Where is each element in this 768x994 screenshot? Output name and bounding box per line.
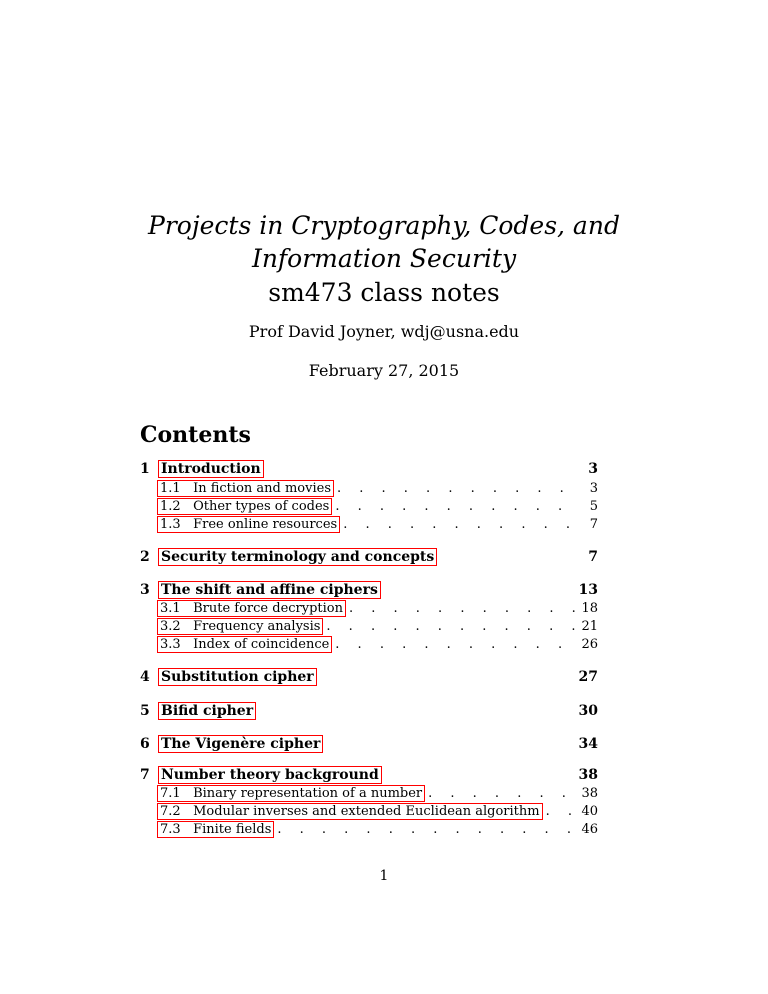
page-number-footer: 1 bbox=[379, 868, 389, 884]
leader-dots bbox=[277, 822, 576, 837]
leader-dots bbox=[343, 517, 576, 532]
leader-dots bbox=[335, 637, 576, 652]
document-title-line-1: Projects in Cryptography, Codes, and bbox=[148, 211, 620, 240]
toc-link[interactable] bbox=[158, 499, 331, 514]
leader-dots bbox=[349, 601, 576, 616]
toc-entry bbox=[140, 637, 598, 652]
toc-page-number: 30 bbox=[578, 703, 598, 719]
toc-link[interactable]: The shift and affine ciphers bbox=[161, 582, 378, 598]
toc-link[interactable] bbox=[158, 517, 339, 532]
toc-page-number: 7 bbox=[588, 549, 598, 565]
toc-entry bbox=[140, 481, 598, 496]
toc-page-number: 40 bbox=[581, 804, 598, 819]
toc-subsection-number: 3.1 bbox=[160, 601, 181, 616]
date-line: February 27, 2015 bbox=[308, 361, 460, 380]
toc-link[interactable] bbox=[158, 601, 345, 616]
toc-subsection-number: 3.2 bbox=[160, 619, 181, 634]
toc-entry bbox=[140, 582, 598, 598]
toc-page-number: 13 bbox=[578, 582, 598, 598]
toc-section-number: 3 bbox=[140, 582, 150, 598]
toc-page-number: 3 bbox=[589, 481, 598, 496]
leader-dots bbox=[326, 619, 576, 634]
toc-link-label: Other types of codes bbox=[193, 499, 330, 514]
toc-link-label: Free online resources bbox=[193, 517, 338, 532]
toc-link[interactable]: Number theory background bbox=[161, 767, 379, 783]
toc-entry bbox=[140, 549, 598, 565]
toc-link[interactable] bbox=[158, 619, 322, 634]
toc-entry bbox=[140, 517, 598, 532]
toc-section-number: 4 bbox=[140, 669, 150, 685]
toc-entry bbox=[140, 736, 598, 752]
toc-link[interactable]: Substitution cipher bbox=[161, 669, 314, 685]
toc-section-number: 7 bbox=[140, 767, 150, 783]
toc-subsection-number: 1.3 bbox=[160, 517, 181, 532]
toc-link-label: Binary representation of a number bbox=[193, 786, 423, 801]
toc-entry bbox=[140, 703, 598, 719]
toc-entry bbox=[140, 499, 598, 514]
leader-dots bbox=[546, 804, 576, 819]
toc-subsection-number: 3.3 bbox=[160, 637, 181, 652]
toc-page-number: 38 bbox=[578, 767, 598, 783]
toc-entry bbox=[140, 822, 598, 837]
document-subtitle: sm473 class notes bbox=[268, 278, 500, 307]
document-title-line-2: Information Security bbox=[251, 244, 517, 273]
toc-page-number: 21 bbox=[581, 619, 598, 634]
toc-link[interactable]: Introduction bbox=[161, 461, 261, 477]
toc-link-label: Frequency analysis bbox=[193, 619, 321, 634]
toc-link[interactable] bbox=[158, 786, 424, 801]
toc-entry bbox=[140, 767, 598, 783]
toc-entry bbox=[140, 804, 598, 819]
toc-link-label: Brute force decryption bbox=[193, 601, 343, 616]
toc-entry bbox=[140, 461, 598, 477]
toc-entry bbox=[140, 601, 598, 616]
toc-subsection-number: 1.2 bbox=[160, 499, 181, 514]
toc-subsection-number: 7.2 bbox=[160, 804, 181, 819]
toc-subsection-number: 7.1 bbox=[160, 786, 181, 801]
toc-link[interactable] bbox=[158, 822, 273, 837]
leader-dots bbox=[337, 481, 576, 496]
toc-subsection-number: 7.3 bbox=[160, 822, 181, 837]
toc-page-number: 3 bbox=[588, 461, 598, 477]
toc-subsection-number: 1.1 bbox=[160, 481, 181, 496]
toc-page-number: 7 bbox=[589, 517, 598, 532]
toc-link[interactable]: The Vigenère cipher bbox=[161, 736, 321, 752]
author-line: Prof David Joyner, wdj@usna.edu bbox=[248, 322, 520, 341]
toc-link[interactable]: Bifid cipher bbox=[161, 703, 254, 719]
toc-page-number: 5 bbox=[589, 499, 598, 514]
toc-page-number: 38 bbox=[581, 786, 598, 801]
toc-link[interactable] bbox=[158, 481, 333, 496]
toc-page-number: 18 bbox=[581, 601, 598, 616]
toc-link-label: In fiction and movies bbox=[193, 481, 331, 496]
toc-page-number: 27 bbox=[578, 669, 598, 685]
toc-page-number: 26 bbox=[581, 637, 598, 652]
toc-entry bbox=[140, 669, 598, 685]
leader-dots bbox=[335, 499, 576, 514]
leader-dots bbox=[428, 786, 576, 801]
contents-heading: Contents bbox=[140, 422, 251, 448]
toc-section-number: 5 bbox=[140, 703, 150, 719]
toc-link-label: Modular inverses and extended Euclidean algorithm bbox=[193, 804, 540, 819]
toc-link-label: Index of coincidence bbox=[193, 637, 330, 652]
toc-section-number: 2 bbox=[140, 549, 150, 565]
toc-page-number: 46 bbox=[581, 822, 598, 837]
toc-entry bbox=[140, 619, 598, 634]
toc-link[interactable] bbox=[158, 804, 542, 819]
toc-link[interactable]: Security terminology and concepts bbox=[161, 549, 435, 565]
toc-page-number: 34 bbox=[578, 736, 598, 752]
toc-link-label: Finite fields bbox=[193, 822, 272, 837]
toc-entry bbox=[140, 786, 598, 801]
toc-link[interactable] bbox=[158, 637, 331, 652]
toc-section-number: 6 bbox=[140, 736, 150, 752]
toc-section-number: 1 bbox=[140, 461, 150, 477]
